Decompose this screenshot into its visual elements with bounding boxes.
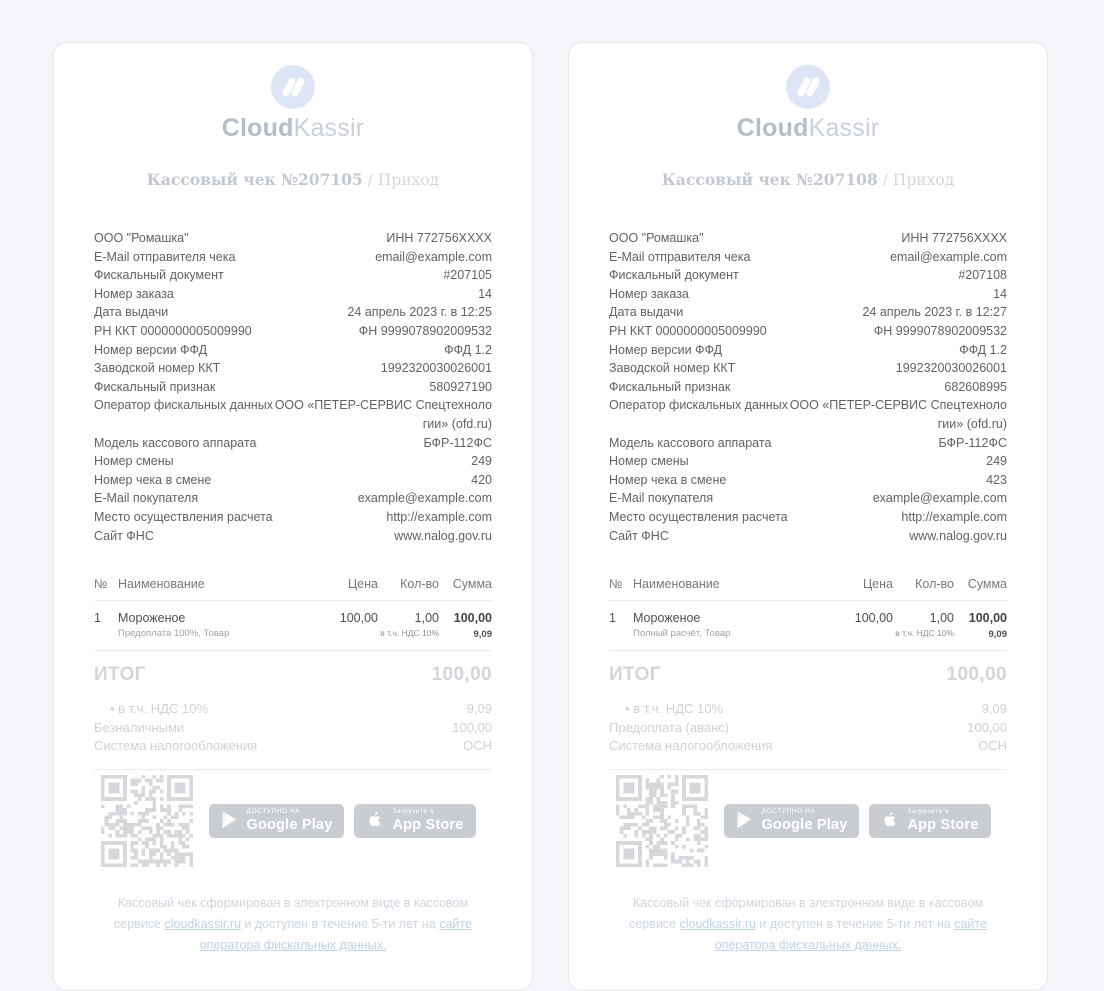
brand-bold: Cloud — [736, 114, 809, 142]
field-row — [609, 285, 1007, 304]
field-row — [609, 452, 1007, 471]
field-label: Фискальный документ — [94, 268, 224, 283]
grand-total-value: 100,00 — [431, 664, 492, 686]
receipt-number: Кассовый чек №207108 — [661, 170, 878, 189]
col-num: № — [609, 577, 623, 592]
field-label: Фискальный признак — [609, 379, 731, 394]
col-name: Наименование — [118, 577, 205, 592]
item-vat-value: 9,09 — [473, 628, 492, 640]
footer-text: Кассовый чек сформирован в электронном виде в кассовом сервисе — [629, 895, 984, 931]
field-value: email@example.com — [890, 249, 1007, 264]
google-play-top-label: ДОСТУПНО НА — [761, 808, 816, 816]
field-value: ООО «ПЕТЕР-СЕРВИС Спецтехнологии» (ofd.ru) — [789, 398, 1007, 431]
field-label: Номер чека в смене — [609, 472, 727, 487]
field-row — [609, 378, 1007, 397]
field-value: #207105 — [443, 268, 492, 283]
total-row-label: • в т.ч. НДС 10% — [110, 701, 209, 717]
field-row — [94, 341, 492, 360]
field-row — [609, 489, 1007, 508]
total-row — [609, 719, 1007, 738]
field-value: БФР-112ФС — [938, 435, 1007, 450]
total-row — [94, 700, 492, 719]
field-value: example@example.com — [357, 491, 492, 506]
field-row — [609, 303, 1007, 322]
field-label: Место осуществления расчета — [609, 509, 788, 524]
total-row-value: 9,09 — [981, 701, 1007, 717]
field-label: Номер версии ФФД — [609, 342, 723, 357]
field-label: Фискальный признак — [94, 379, 216, 394]
item-vat-label: в т.ч. НДС 10% — [380, 628, 439, 639]
apple-icon — [881, 809, 899, 833]
cloudkassir-link[interactable]: cloudkassir.ru — [679, 916, 756, 931]
item-num: 1 — [94, 611, 101, 626]
field-label: Номер заказа — [94, 286, 174, 301]
cloudkassir-link[interactable]: cloudkassir.ru — [164, 916, 241, 931]
qr-and-apps — [609, 775, 1007, 867]
brand-name — [609, 113, 1007, 143]
google-play-button[interactable] — [209, 804, 344, 838]
field-value: 423 — [986, 472, 1007, 487]
field-label: Фискальный документ — [609, 268, 739, 283]
field-value: www.nalog.gov.ru — [394, 528, 492, 543]
cloudkassir-logo-icon — [786, 65, 830, 109]
total-row — [94, 719, 492, 738]
item-sum: 100,00 — [968, 611, 1007, 626]
ofd-site-link[interactable]: сайте оператора фискальных данных. — [714, 916, 987, 952]
app-badges — [193, 804, 492, 838]
item-name: Мороженое — [633, 611, 701, 626]
field-value: БФР-112ФС — [423, 435, 492, 450]
field-row — [94, 229, 492, 248]
grand-total — [609, 664, 1007, 686]
receipt-fields — [609, 229, 1007, 545]
field-row — [94, 489, 492, 508]
grand-total-value: 100,00 — [946, 664, 1007, 686]
field-value: ИНН 772756XXXX — [386, 231, 492, 245]
field-label: Номер версии ФФД — [94, 342, 208, 357]
field-label: Номер смены — [609, 454, 689, 469]
receipt-title — [609, 170, 1007, 189]
field-value: ООО «ПЕТЕР-СЕРВИС Спецтехнологии» (ofd.ru) — [274, 398, 492, 431]
item-vat-value: 9,09 — [988, 628, 1007, 640]
field-label: Заводской номер ККТ — [94, 361, 221, 376]
field-label: Номер чека в смене — [94, 472, 212, 487]
receipt-card — [568, 42, 1048, 991]
field-label: Модель кассового аппарата — [609, 435, 772, 450]
divider — [94, 769, 492, 770]
field-row — [94, 396, 492, 433]
apple-icon — [366, 809, 384, 833]
field-label: E-Mail покупателя — [94, 491, 199, 506]
field-row — [609, 359, 1007, 378]
receipt-type: / Приход — [882, 171, 955, 189]
table-row — [609, 601, 1007, 625]
total-row-label: Предоплата (аванс) — [609, 719, 730, 735]
grand-total — [94, 664, 492, 686]
field-label: ООО "Ромашка" — [94, 231, 189, 245]
receipt-type: / Приход — [367, 171, 440, 189]
total-row-label: • в т.ч. НДС 10% — [625, 701, 724, 717]
field-value: 1992320030026001 — [895, 361, 1007, 376]
footer-text: и доступен в течение 5-ти лет на — [755, 916, 955, 931]
col-name: Наименование — [633, 577, 720, 592]
field-row — [94, 266, 492, 285]
col-num: № — [94, 577, 108, 592]
cloudkassir-logo — [94, 65, 492, 143]
totals-list — [609, 700, 1007, 756]
field-row — [94, 508, 492, 527]
col-price: Цена — [862, 577, 893, 592]
app-store-button[interactable] — [869, 804, 990, 838]
footer-text: и доступен в течение 5-ти лет на — [240, 916, 440, 931]
field-value: 580927190 — [429, 379, 492, 394]
field-label: Сайт ФНС — [94, 528, 154, 543]
field-label: Сайт ФНС — [609, 528, 669, 543]
field-row — [94, 378, 492, 397]
field-row — [94, 359, 492, 378]
item-vat-label: в т.ч. НДС 10% — [895, 628, 954, 639]
total-row-value: ОСН — [978, 738, 1007, 754]
field-label: Оператор фискальных данных — [609, 398, 788, 413]
google-play-icon — [736, 810, 753, 832]
field-label: Дата выдачи — [94, 305, 169, 320]
field-label: Заводской номер ККТ — [609, 361, 736, 376]
app-store-label: App Store — [392, 816, 464, 833]
app-store-top-label: Загрузите в — [907, 808, 950, 816]
col-price: Цена — [347, 577, 378, 592]
field-row — [94, 452, 492, 471]
field-label: Дата выдачи — [609, 305, 684, 320]
total-row-value: 100,00 — [452, 719, 492, 735]
receipt-number: Кассовый чек №207105 — [146, 170, 363, 189]
brand-light: Kassir — [808, 114, 880, 142]
total-row-label: Безналичными — [94, 719, 185, 735]
field-row — [609, 396, 1007, 433]
field-label: E-Mail покупателя — [609, 491, 714, 506]
field-row — [94, 248, 492, 267]
field-value: 249 — [986, 454, 1007, 469]
field-row — [94, 434, 492, 453]
grand-total-label: ИТОГ — [609, 664, 661, 686]
field-value: ФН 9999078902009532 — [358, 323, 492, 338]
item-num: 1 — [609, 611, 616, 626]
receipt-footer-note — [622, 893, 994, 990]
total-row — [609, 700, 1007, 719]
items-table — [609, 577, 1007, 651]
field-value: ФФД 1.2 — [444, 342, 492, 357]
field-row — [609, 341, 1007, 360]
field-value: 682608995 — [944, 379, 1007, 394]
field-value: 14 — [993, 286, 1007, 301]
receipt-title — [94, 170, 492, 189]
table-row — [94, 601, 492, 625]
field-label: Оператор фискальных данных — [94, 398, 273, 413]
google-play-icon — [221, 810, 238, 832]
field-label: Номер смены — [94, 454, 174, 469]
divider — [609, 769, 1007, 770]
field-row — [609, 248, 1007, 267]
field-label: РН ККТ 0000000005009990 — [94, 323, 252, 338]
table-header — [609, 577, 1007, 600]
field-value: 249 — [471, 454, 492, 469]
app-store-button[interactable] — [354, 804, 475, 838]
total-row-value: ОСН — [463, 738, 492, 754]
cloudkassir-logo-icon — [271, 65, 315, 109]
brand-name — [94, 113, 492, 143]
receipt-footer-note — [107, 893, 479, 990]
item-note: Полный расчёт, Товар — [633, 628, 731, 640]
divider — [94, 650, 492, 651]
cloudkassir-logo — [609, 65, 1007, 143]
item-qty: 1,00 — [929, 611, 954, 626]
item-price: 100,00 — [339, 611, 378, 626]
item-note: Предоплата 100%, Товар — [118, 628, 230, 640]
field-label: Модель кассового аппарата — [94, 435, 257, 450]
total-row-value: 100,00 — [967, 719, 1007, 735]
field-value: http://example.com — [386, 509, 492, 524]
receipt-card — [53, 42, 533, 991]
field-value: ФН 9999078902009532 — [873, 323, 1007, 338]
google-play-label: Google Play — [246, 816, 333, 833]
field-value: www.nalog.gov.ru — [909, 528, 1007, 543]
item-sum: 100,00 — [453, 611, 492, 626]
total-row-value: 9,09 — [466, 701, 492, 717]
col-qty: Кол-во — [915, 577, 954, 592]
field-value: example@example.com — [872, 491, 1007, 506]
brand-bold: Cloud — [221, 114, 294, 142]
google-play-top-label: ДОСТУПНО НА — [246, 808, 301, 816]
field-label: РН ККТ 0000000005009990 — [609, 323, 767, 338]
field-row — [94, 303, 492, 322]
field-value: ИНН 772756XXXX — [901, 231, 1007, 245]
col-sum: Сумма — [452, 577, 492, 592]
table-row-details — [609, 628, 1007, 650]
field-row — [609, 471, 1007, 490]
items-table — [94, 577, 492, 651]
receipt-fields — [94, 229, 492, 545]
col-sum: Сумма — [967, 577, 1007, 592]
field-label: E-Mail отправителя чека — [94, 249, 236, 264]
field-row — [609, 508, 1007, 527]
field-row — [94, 285, 492, 304]
field-value: email@example.com — [375, 249, 492, 264]
field-row — [609, 527, 1007, 546]
field-value: #207108 — [958, 268, 1007, 283]
field-value: http://example.com — [901, 509, 1007, 524]
field-row — [94, 322, 492, 341]
field-label: E-Mail отправителя чека — [609, 249, 751, 264]
item-name: Мороженое — [118, 611, 186, 626]
field-value: 24 апрель 2023 г. в 12:27 — [862, 305, 1007, 320]
table-header — [94, 577, 492, 600]
field-label: Место осуществления расчета — [94, 509, 273, 524]
field-row — [609, 266, 1007, 285]
total-row-label: Система налогообложения — [609, 738, 773, 754]
brand-light: Kassir — [293, 114, 365, 142]
field-label: Номер заказа — [609, 286, 689, 301]
grand-total-label: ИТОГ — [94, 664, 146, 686]
col-qty: Кол-во — [400, 577, 439, 592]
google-play-button[interactable] — [724, 804, 859, 838]
divider — [609, 650, 1007, 651]
item-price: 100,00 — [854, 611, 893, 626]
field-value: ФФД 1.2 — [959, 342, 1007, 357]
ofd-site-link[interactable]: сайте оператора фискальных данных. — [199, 916, 472, 952]
app-badges — [708, 804, 1007, 838]
field-row — [609, 322, 1007, 341]
field-value: 14 — [478, 286, 492, 301]
total-row — [94, 737, 492, 756]
field-row — [94, 527, 492, 546]
total-row-label: Система налогообложения — [94, 738, 258, 754]
field-value: 1992320030026001 — [380, 361, 492, 376]
app-store-top-label: Загрузите в — [392, 808, 435, 816]
qr-code — [616, 775, 708, 867]
totals-list — [94, 700, 492, 756]
field-row — [94, 471, 492, 490]
qr-and-apps — [94, 775, 492, 867]
field-value: 24 апрель 2023 г. в 12:25 — [347, 305, 492, 320]
field-row — [609, 229, 1007, 248]
qr-code — [101, 775, 193, 867]
footer-text: Кассовый чек сформирован в электронном виде в кассовом сервисе — [114, 895, 469, 931]
app-store-label: App Store — [907, 816, 979, 833]
field-row — [609, 434, 1007, 453]
item-qty: 1,00 — [414, 611, 439, 626]
total-row — [609, 737, 1007, 756]
field-value: 420 — [471, 472, 492, 487]
field-label: ООО "Ромашка" — [609, 231, 704, 245]
table-row-details — [94, 628, 492, 650]
google-play-label: Google Play — [761, 816, 848, 833]
